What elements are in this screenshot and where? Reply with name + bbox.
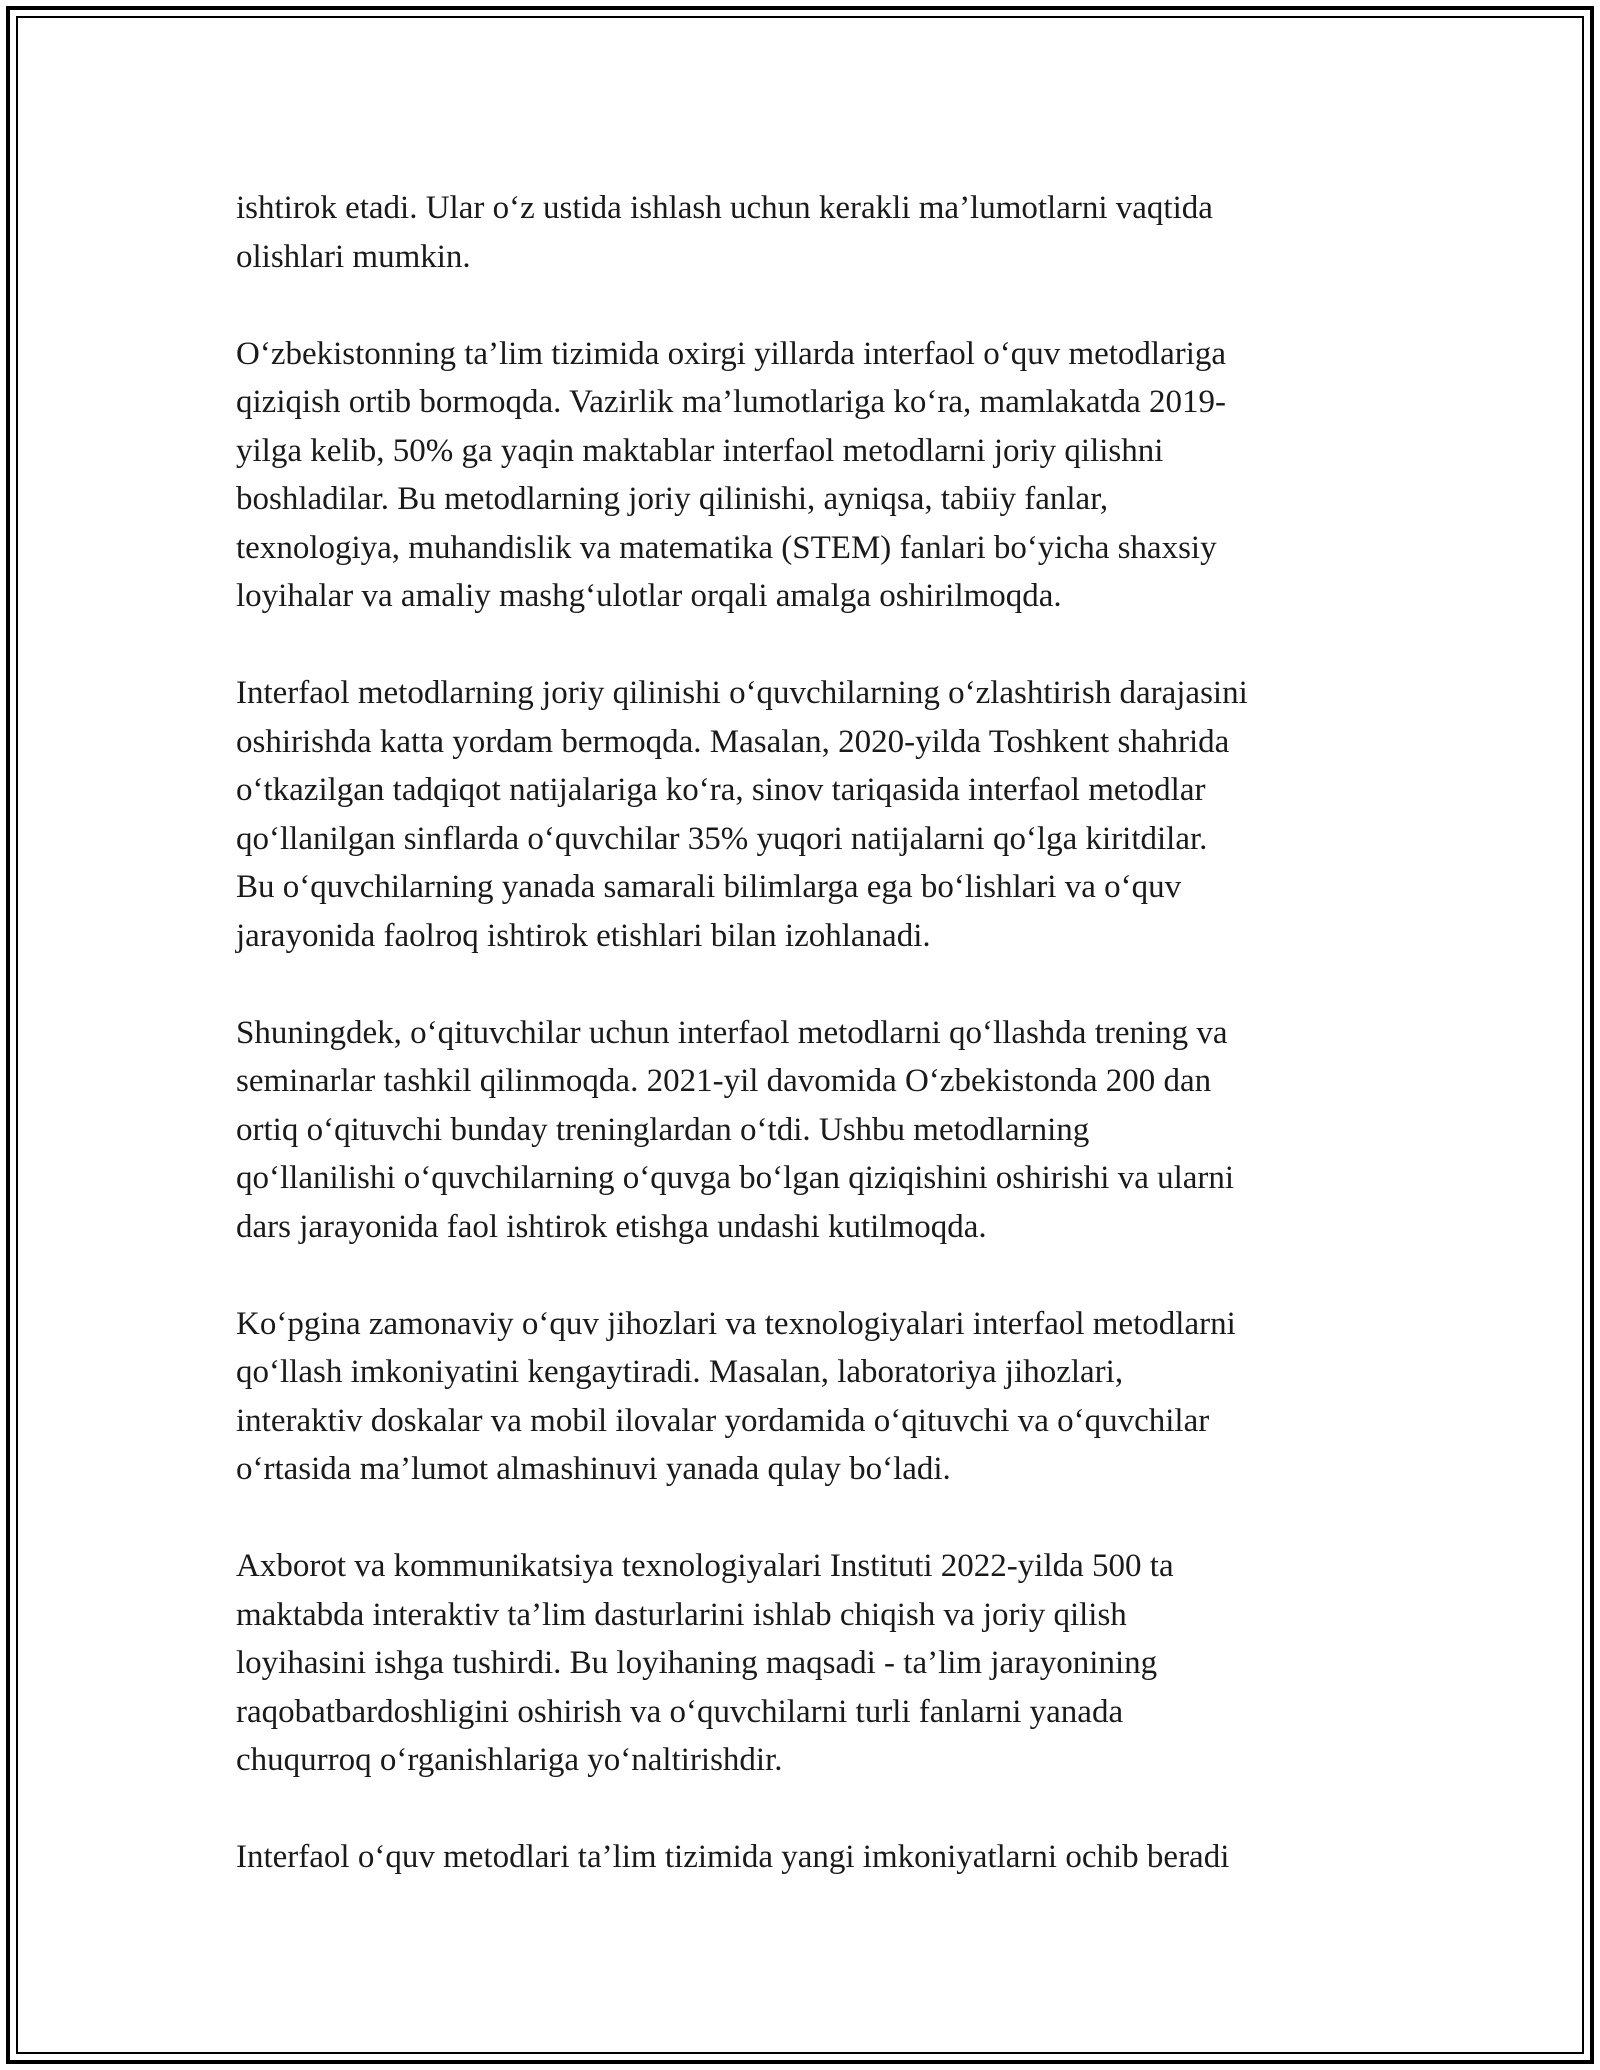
paragraph: Axborot va kommunikatsiya texnologiyalari Instituti 2022-yilda 500 ta maktabda interaktiv ta’lim dasturlarini ishlab chiqish va joriy qilish loyihasini ishga tushirdi. Bu loyihaning maqsadi - ta’lim jarayonining raqobatbardoshligini oshirish va o‘quvchilarni turli fanlarni yanada chuqurroq o‘rganishlariga yo‘naltirishdir. [236, 1548, 1174, 1778]
paragraph: Interfaol o‘quv metodlari ta’lim tizimida yangi imkoniyatlarni ochib beradi [236, 1839, 1230, 1875]
paragraph: Ko‘pgina zamonaviy o‘quv jihozlari va texnologiyalari interfaol metodlarni qo‘llash imkoniyatini kengaytiradi. Masalan, laboratoriya jihozlari, interaktiv doskalar va mobil ilovalar yordamida o‘qituvchi va o‘quvchilar o‘rtasida ma’lumot almashinuvi yanada qulay bo‘ladi. [236, 1305, 1236, 1487]
paragraph: Interfaol metodlarning joriy qilinishi o‘quvchilarning o‘zlashtirish darajasini oshirishda katta yordam bermoqda. Masalan, 2020-yilda Toshkent shahrida o‘tkazilgan tadqiqot natijalariga ko‘ra, sinov tariqasida interfaol metodlar qo‘llanilgan sinflarda o‘quvchilar 35% yuqori natijalarni qo‘lga kiritdilar. Bu o‘quvchilarning yanada samarali bilimlarga ega bo‘lishlari va o‘quv jarayonida faolroq ishtirok etishlari bilan izohlanadi. [236, 675, 1248, 954]
paragraph: O‘zbekistonning ta’lim tizimida oxirgi yillarda interfaol o‘quv metodlariga qiziqish ortib bormoqda. Vazirlik ma’lumotlariga ko‘ra, mamlakatda 2019- yilga kelib, 50% ga yaqin maktablar interfaol metodlarni joriy qilishni boshladilar. Bu metodlarning joriy qilinishi, ayniqsa, tabiiy fanlar, texnologiya, muhandislik va matematika (STEM) fanlari bo‘yicha shaxsiy loyihalar va amaliy mashg‘ulotlar orqali amalga oshirilmoqda. [236, 335, 1227, 614]
document-body [236, 184, 1396, 1882]
paragraph: Shuningdek, o‘qituvchilar uchun interfaol metodlarni qo‘llashda trening va seminarlar tashkil qilinmoqda. 2021-yil davomida O‘zbekistonda 200 dan ortiq o‘qituvchi bunday treninglardan o‘tdi. Ushbu metodlarning qo‘llanilishi o‘quvchilarning o‘quvga bo‘lgan qiziqishini oshirishi va ularni dars jarayonida faol ishtirok etishga undashi kutilmoqda. [236, 1014, 1235, 1245]
paragraph: ishtirok etadi. Ular o‘z ustida ishlash uchun kerakli ma’lumotlarni vaqtida olishlari mumkin. [236, 190, 1213, 275]
